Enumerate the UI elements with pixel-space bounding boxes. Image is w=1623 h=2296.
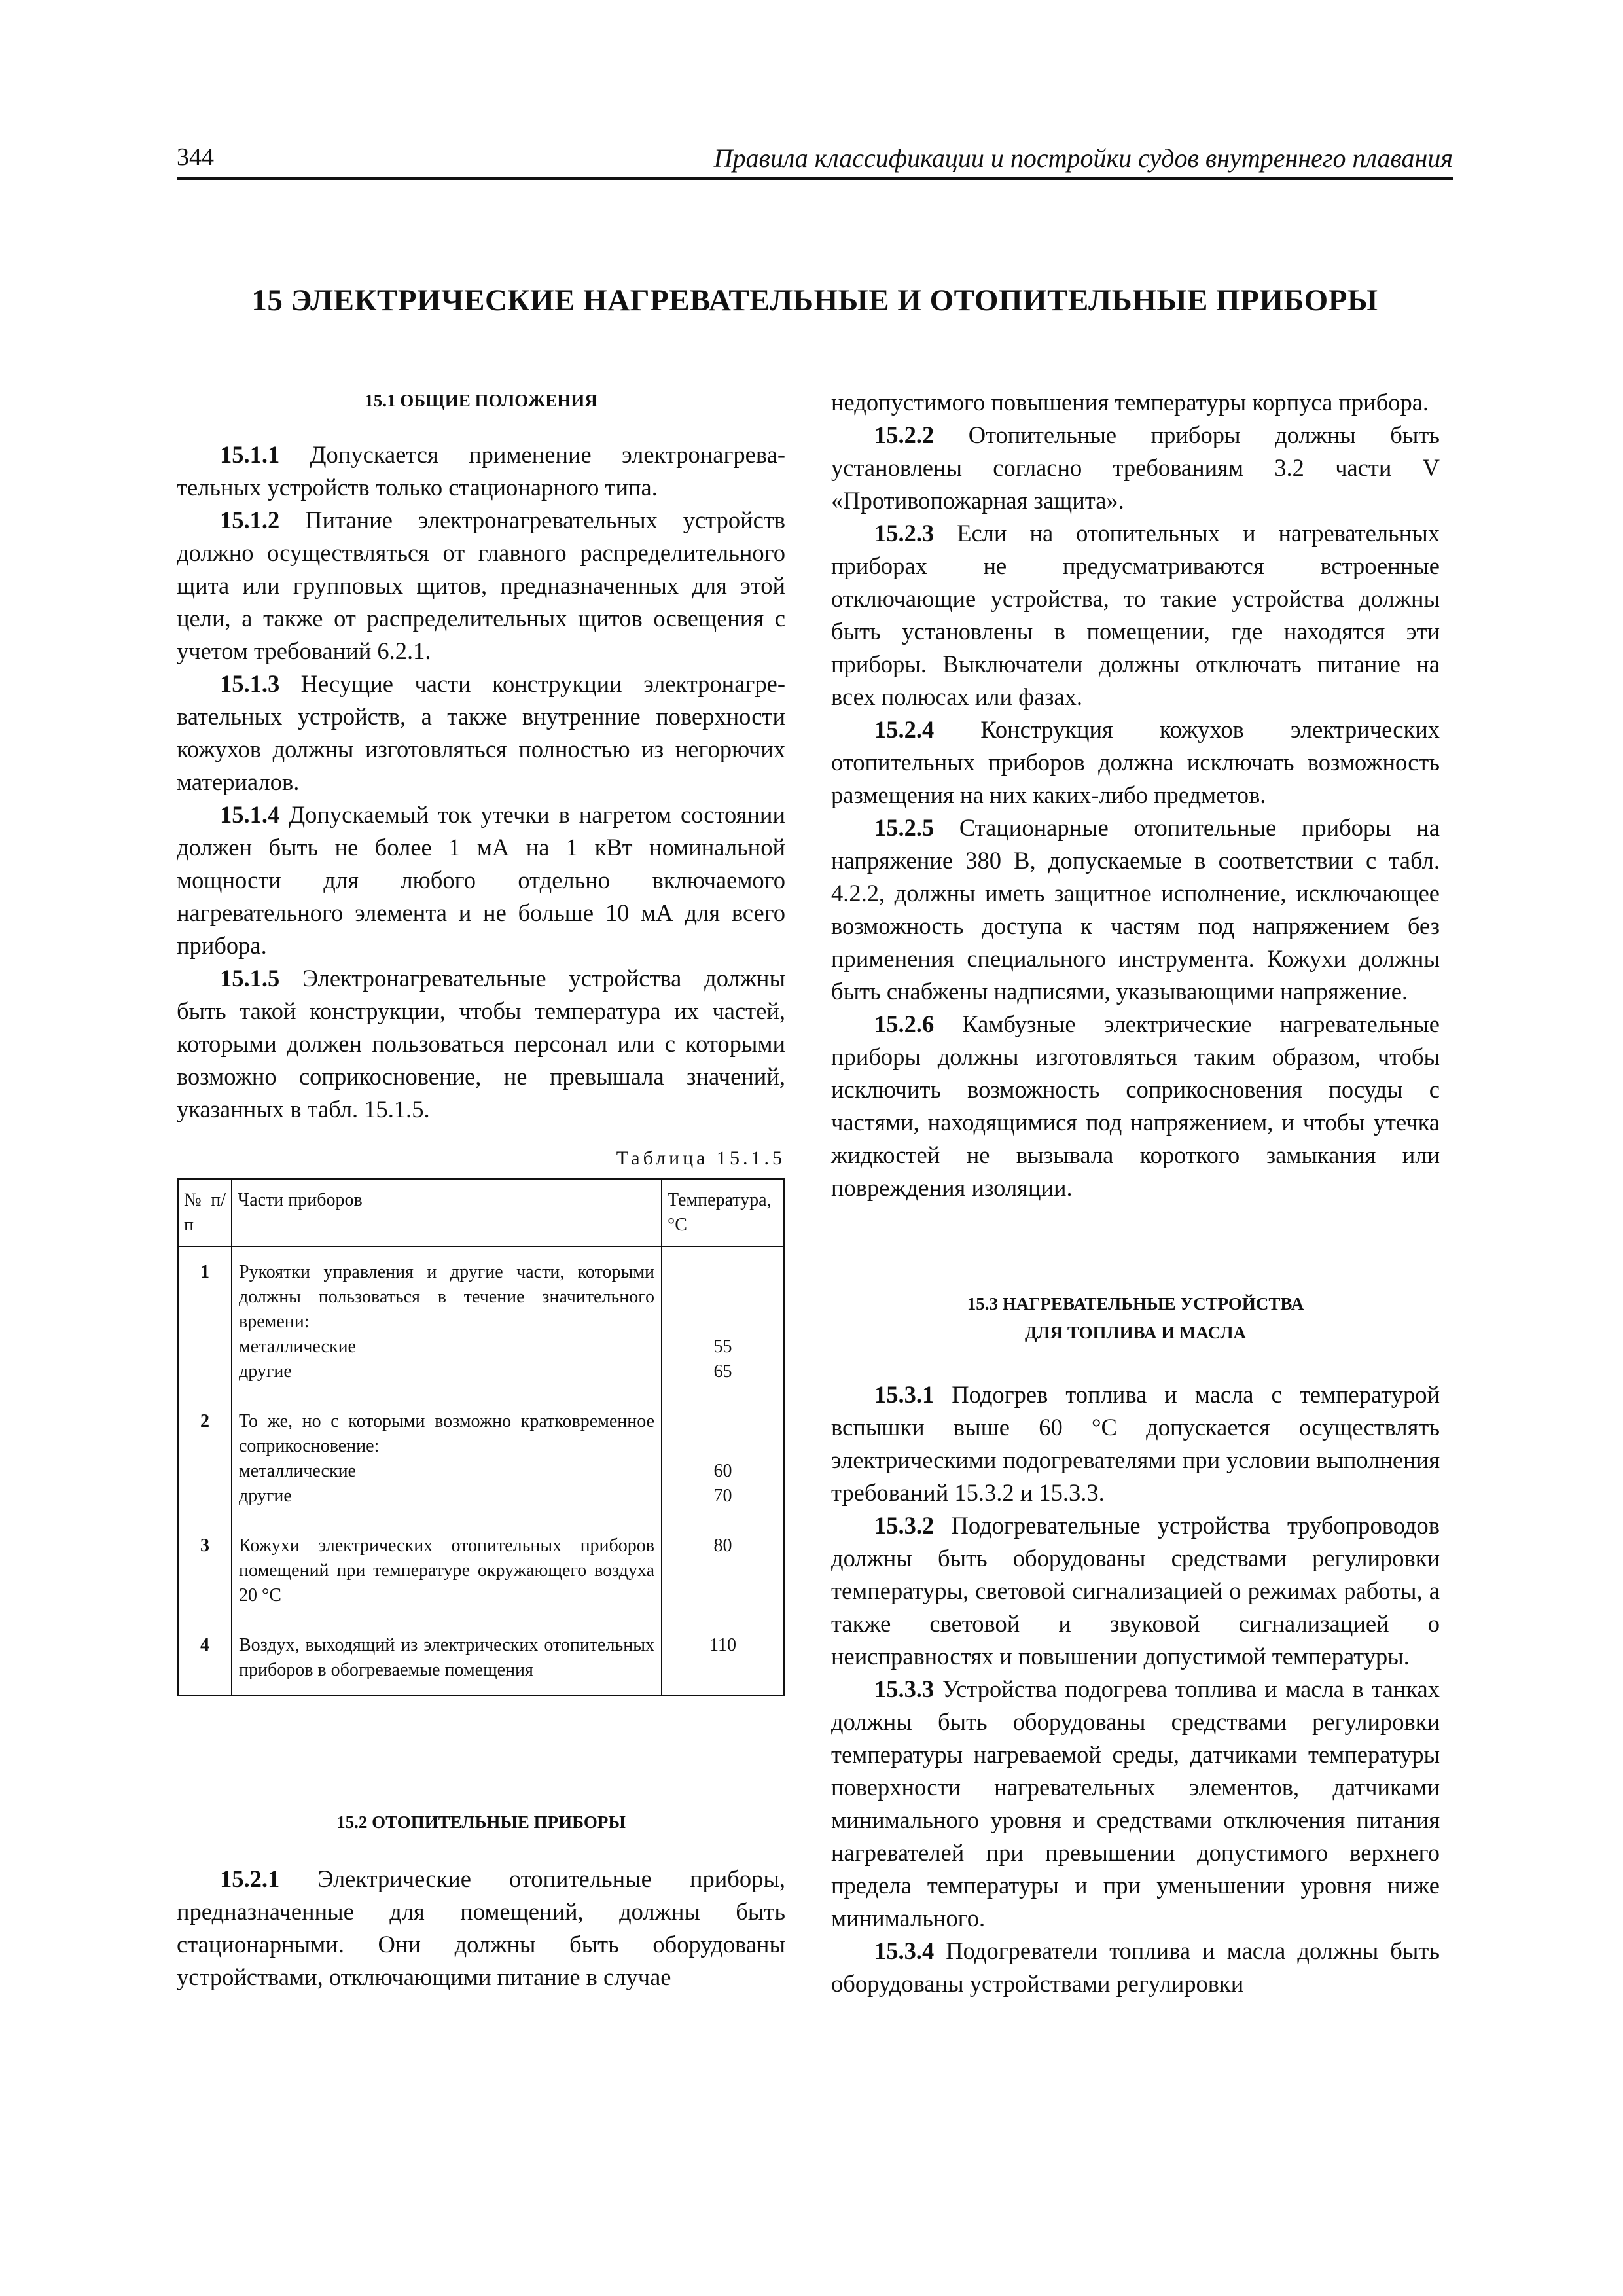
paragraph-15-2-2 bbox=[831, 419, 1440, 517]
paragraph-15-3-1 bbox=[831, 1378, 1440, 1509]
clause-text: Стационарные отопительные приборы на напряжение 380 В, допускаемые в соответствии с табл. 4.2.2, должны иметь защитное исполнение, исключающее возможность доступа к частям под напряжением без применения специального инструмента. Кожухи должны быть снабжены надписями, указывающими напряжение. bbox=[831, 814, 1440, 1005]
row-number: 4 bbox=[178, 1620, 232, 1696]
clause-number: 15.2.4 bbox=[874, 716, 935, 743]
clause-text: Электронагревательные устройства должны быть такой конструкции, чтобы температура их частей, которыми должен пользоваться персонал или с которыми возможно соприкосновение, не превышала значений, указанных в табл. 15.1.5. bbox=[177, 965, 785, 1122]
clause-number: 15.2.5 bbox=[874, 814, 935, 841]
clause-text: Устройства подогрева топлива и масла в танках должны быть оборудованы средствами регулировки температуры нагреваемой среды, датчиками температуры поверхности нагревательных элементов, датчиками минимального уровня и средствами отключения питания нагревателей при превышении допустимого верхнего предела температуры и при уменьшении уровня ниже минимального. bbox=[831, 1676, 1440, 1931]
clause-text: Электрические отопительные приборы, предназначенные для помещений, должны быть стационарными. Они должны быть оборудованы устройствами, отключающими питание в случае bbox=[177, 1865, 785, 1990]
row-number: 3 bbox=[178, 1520, 232, 1620]
table-caption: Таблица 15.1.5 bbox=[616, 1147, 785, 1169]
row-parts bbox=[232, 1620, 662, 1696]
section-title-line: 15.3 НАГРЕВАТЕЛЬНЫЕ УСТРОЙСТВА bbox=[967, 1294, 1304, 1314]
temperature-table bbox=[177, 1178, 785, 1696]
clause-number: 15.3.2 bbox=[874, 1512, 935, 1539]
header-num: № п/п bbox=[178, 1179, 232, 1247]
paragraph-15-1-2 bbox=[177, 504, 785, 668]
clause-number: 15.3.4 bbox=[874, 1937, 935, 1964]
row-number: 2 bbox=[178, 1396, 232, 1520]
running-title: Правила классификации и постройки судов внутреннего плавания bbox=[713, 143, 1453, 173]
paragraph-15-2-1-continued: недопустимого повышения температуры корпуса прибора. bbox=[831, 389, 1429, 416]
temp-value: 70 bbox=[713, 1486, 732, 1506]
section-title-15-1: 15.1 ОБЩИЕ ПОЛОЖЕНИЯ bbox=[365, 391, 597, 410]
left-column bbox=[177, 386, 785, 1994]
row-text: другие bbox=[239, 1486, 292, 1506]
row-number: 1 bbox=[178, 1246, 232, 1396]
clause-number: 15.1.3 bbox=[220, 670, 280, 697]
paragraph-15-2-4 bbox=[831, 713, 1440, 812]
row-temp bbox=[662, 1520, 785, 1620]
clause-text: Конструкция кожухов электрических отопительных приборов должна исключать возможность размещения на них каких-либо предметов. bbox=[831, 716, 1440, 808]
temp-value: 60 bbox=[713, 1461, 732, 1481]
clause-text: Питание электронагревательных устройств должно осуществляться от главного распределительного щита или групповых щитов, предназначенных для этой цели, а также от распределительных щитов освещения с учетом требований 6.2.1. bbox=[177, 507, 785, 664]
paragraph-15-1-1 bbox=[177, 439, 785, 504]
row-text: Рукоятки управления и другие части, которыми должны пользоваться в течение значительного времени: bbox=[239, 1262, 654, 1332]
row-text: Кожухи электрических отопительных приборов помещений при температуре окружающего воздуха 20 °С bbox=[239, 1535, 654, 1605]
clause-text: Несущие части конструкции электронагревательных устройств, а также внутренние поверхности кожухов должны изготовляться полностью из негорючих материалов. bbox=[177, 670, 785, 795]
page-number: 344 bbox=[177, 143, 214, 171]
clause-number: 15.1.1 bbox=[220, 441, 280, 468]
clause-text: Подогревательные устройства трубопроводов должны быть оборудованы средствами регулировки температуры, световой сигнализацией о режимах работы, а также световой и звуковой сигнализацией о неисправностях и повышении допустимой температуры. bbox=[831, 1512, 1440, 1670]
clause-text: Подогреватели топлива и масла должны быть оборудованы устройствами регулировки bbox=[831, 1937, 1440, 1997]
table-header-row bbox=[178, 1179, 785, 1247]
clause-text: Допускаемый ток утечки в нагретом состоянии должен быть не более 1 мА на 1 кВт номинальной мощности для любого отдельно включаемого нагревательного элемента и не больше 10 мА для всего прибора. bbox=[177, 801, 785, 959]
row-parts bbox=[232, 1246, 662, 1396]
paragraph-15-2-3 bbox=[831, 517, 1440, 713]
clause-text: Отопительные приборы должны быть установлены согласно требованиям 3.2 части V «Противопожарная защита». bbox=[831, 422, 1440, 514]
right-column bbox=[831, 386, 1440, 2000]
clause-number: 15.2.1 bbox=[220, 1865, 280, 1892]
temp-value: 65 bbox=[713, 1361, 732, 1382]
clause-number: 15.2.3 bbox=[874, 520, 935, 547]
paragraph-15-1-5 bbox=[177, 962, 785, 1126]
paragraph-15-2-6 bbox=[831, 1008, 1440, 1204]
row-temp bbox=[662, 1246, 785, 1396]
page-header bbox=[177, 143, 1453, 177]
table-row bbox=[178, 1246, 785, 1396]
row-parts bbox=[232, 1520, 662, 1620]
row-text: Воздух, выходящий из электрических отопительных приборов в обогреваемые помещения bbox=[239, 1635, 654, 1680]
header-rule bbox=[177, 177, 1453, 180]
clause-text: Допускается применение электронагревательных устройств только стационарного типа. bbox=[177, 441, 785, 501]
chapter-title: 15 ЭЛЕКТРИЧЕСКИЕ НАГРЕВАТЕЛЬНЫЕ И ОТОПИТЕЛЬНЫЕ ПРИБОРЫ bbox=[251, 283, 1378, 317]
row-temp bbox=[662, 1396, 785, 1520]
clause-number: 15.1.2 bbox=[220, 507, 280, 533]
row-text: То же, но с которыми возможно кратковременное соприкосновение: bbox=[239, 1411, 654, 1456]
paragraph-15-3-4 bbox=[831, 1935, 1440, 2000]
table-row bbox=[178, 1520, 785, 1620]
section-title-line: ДЛЯ ТОПЛИВА И МАСЛА bbox=[1024, 1323, 1247, 1342]
clause-number: 15.2.2 bbox=[874, 422, 935, 448]
row-text: другие bbox=[239, 1361, 292, 1382]
header-temp: Температура, °C bbox=[662, 1179, 785, 1247]
paragraph-15-1-3 bbox=[177, 668, 785, 798]
section-title-15-2: 15.2 ОТОПИТЕЛЬНЫЕ ПРИБОРЫ bbox=[336, 1812, 626, 1832]
clause-text: Камбузные электрические нагревательные приборы должны изготовляться таким образом, чтобы исключить возможность соприкосновения посуды с частями, находящимися под напряжением, и чтобы утечка жидкостей не вызывала короткого замыкания или повреждения изоляции. bbox=[831, 1011, 1440, 1201]
header-parts: Части приборов bbox=[232, 1179, 662, 1247]
row-temp bbox=[662, 1620, 785, 1696]
table-row bbox=[178, 1396, 785, 1520]
clause-number: 15.3.3 bbox=[874, 1676, 935, 1702]
temp-value: 80 bbox=[713, 1535, 732, 1556]
clause-text: Если на отопительных и нагревательных приборах не предусматриваются встроенные отключающие устройства, то такие устройства должны быть установлены в помещении, где находятся эти приборы. Выключатели должны отключать питание на всех полюсах или фазах. bbox=[831, 520, 1440, 710]
temp-value: 110 bbox=[709, 1635, 736, 1655]
paragraph-15-1-4 bbox=[177, 798, 785, 962]
row-text: металлические bbox=[239, 1336, 356, 1357]
section-title-15-3 bbox=[831, 1289, 1440, 1347]
clause-number: 15.3.1 bbox=[874, 1381, 935, 1408]
clause-number: 15.1.4 bbox=[220, 801, 280, 828]
paragraph-15-2-5 bbox=[831, 812, 1440, 1008]
temp-value: 55 bbox=[713, 1336, 732, 1357]
clause-text: Подогрев топлива и масла с температурой вспышки выше 60 °С допускается осуществлять электрическими подогревателями при условии выполнения требований 15.3.2 и 15.3.3. bbox=[831, 1381, 1440, 1506]
row-text: металлические bbox=[239, 1461, 356, 1481]
table-row bbox=[178, 1620, 785, 1696]
row-parts bbox=[232, 1396, 662, 1520]
paragraph-15-3-2 bbox=[831, 1509, 1440, 1673]
clause-number: 15.2.6 bbox=[874, 1011, 935, 1037]
paragraph-15-3-3 bbox=[831, 1673, 1440, 1935]
paragraph-15-2-1 bbox=[177, 1863, 785, 1994]
clause-number: 15.1.5 bbox=[220, 965, 280, 992]
